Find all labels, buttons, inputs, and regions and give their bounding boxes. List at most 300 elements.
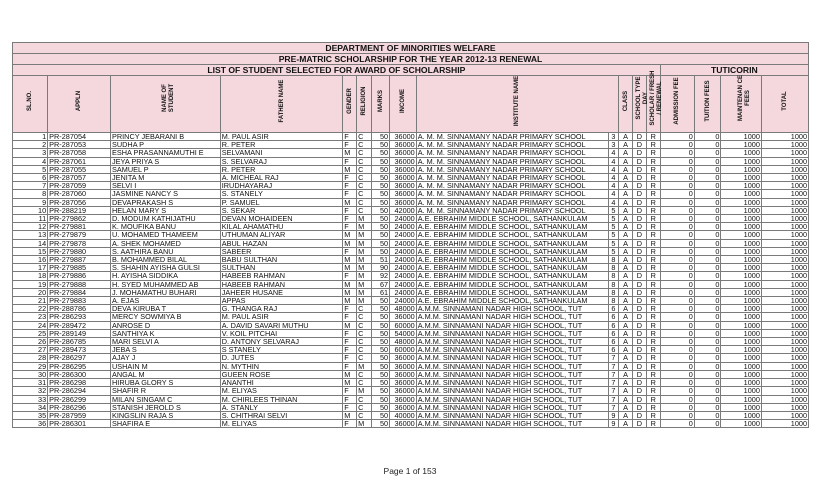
table-cell: 16 [13,256,48,264]
table-cell: A.M.M. SINNAMANI NADAR HIGH SCHOOL, TUT [416,346,608,354]
table-cell: D [633,256,647,264]
table-cell: 1000 [761,247,808,255]
table-cell: 31 [13,379,48,387]
table-cell: PR-286301 [48,420,111,428]
table-cell: A [619,280,633,288]
table-cell: 0 [694,256,721,264]
table-cell: D [633,288,647,296]
table-cell: R [646,157,660,165]
table-cell: 50 [372,411,390,419]
table-cell: 7 [608,379,619,387]
table-cell: 12 [13,223,48,231]
table-cell: 50 [372,182,390,190]
table-cell: 50 [372,165,390,173]
table-cell: 4 [608,190,619,198]
table-cell: H. AYISHA SIDDIKA [111,272,221,280]
table-cell: M [357,297,372,305]
scholarship-sheet [12,42,809,428]
table-cell: A [619,182,633,190]
table-cell: M [343,280,357,288]
table-cell: 24000 [390,247,417,255]
table-cell: PR-289472 [48,321,111,329]
table-cell: M. CHIRLEES THINAN [220,395,343,403]
table-cell: ANGAL M [111,370,221,378]
table-cell: A.E. EBRAHIM MIDDLE SCHOOL, SATHANKULAM [416,223,608,231]
table-cell: 1000 [761,411,808,419]
table-cell: 50 [372,321,390,329]
table-cell: 1000 [761,313,808,321]
table-cell: A [619,149,633,157]
table-cell: 1000 [761,329,808,337]
table-cell: M [357,288,372,296]
table-cell: R [646,141,660,149]
table-cell: A.M.M. SINNAMANI NADAR HIGH SCHOOL, TUT [416,305,608,313]
table-cell: R [646,354,660,362]
table-cell: 11 [13,215,48,223]
table-cell: 50 [372,206,390,214]
table-cell: 0 [660,198,694,206]
table-cell: 32 [13,387,48,395]
table-cell: SABEER [220,247,343,255]
table-cell: 0 [694,420,721,428]
title-scheme: PRE-MATRIC SCHOLARSHIP FOR THE YEAR 2012-13 RENEWAL [13,54,809,65]
table-cell: R. PETER [220,165,343,173]
header-student-name: NAME OF STUDENT [111,76,221,133]
table-cell: S. AATHIRA BANU [111,247,221,255]
table-cell: 0 [694,133,721,141]
table-cell: 7 [608,354,619,362]
table-cell: 1000 [721,239,761,247]
table-cell: D [633,420,647,428]
table-cell: 1000 [721,198,761,206]
table-cell: 8 [608,264,619,272]
table-cell: F [343,338,357,346]
table-cell: M. PAUL ASIR [220,133,343,141]
table-cell: 0 [660,403,694,411]
table-cell: F [343,420,357,428]
table-cell: A. EJAS [111,297,221,305]
table-cell: A. M. M. SINNAMANY NADAR PRIMARY SCHOOL [416,190,608,198]
table-cell: 1000 [721,305,761,313]
table-cell: D [633,165,647,173]
table-cell: 0 [660,223,694,231]
table-cell: 50 [372,239,390,247]
table-cell: D [633,329,647,337]
table-cell: 0 [694,379,721,387]
table-cell: 36 [13,420,48,428]
table-cell: 50 [372,346,390,354]
table-cell: 1000 [721,264,761,272]
table-cell: 0 [694,157,721,165]
table-cell: 19 [13,280,48,288]
table-cell: A.E. EBRAHIM MIDDLE SCHOOL, SATHANKULAM [416,297,608,305]
table-cell: 0 [694,231,721,239]
title-list: LIST OF STUDENT SELECTED FOR AWARD OF SCHOLARSHIP [13,65,661,76]
table-cell: 0 [660,288,694,296]
table-cell: PR-279885 [48,264,111,272]
table-cell: A.E. EBRAHIM MIDDLE SCHOOL, SATHANKULAM [416,256,608,264]
table-cell: 5 [608,215,619,223]
table-cell: PR-287054 [48,133,111,141]
table-cell: 36000 [390,157,417,165]
table-cell: 60000 [390,321,417,329]
table-cell: A [619,338,633,346]
table-cell: 1000 [721,182,761,190]
table-cell: SELVAMANI [220,149,343,157]
header-marks: MARKS [372,76,390,133]
table-cell: UTHUMAN ALIYAR [220,231,343,239]
table-cell: 1000 [721,395,761,403]
table-cell: 1000 [761,370,808,378]
table-cell: C [357,395,372,403]
table-cell: 24000 [390,215,417,223]
table-cell: D [633,379,647,387]
table-cell: 50 [372,305,390,313]
table-cell: 50 [372,133,390,141]
table-cell: R [646,133,660,141]
table-cell: PR-286295 [48,362,111,370]
table-cell: 0 [694,165,721,173]
table-cell: 36000 [390,387,417,395]
table-cell: R [646,256,660,264]
table-cell: A. DAVID SAVARI MUTHU [220,321,343,329]
table-cell: 0 [694,206,721,214]
table-cell: 50 [372,403,390,411]
table-cell: AJAY J [111,354,221,362]
table-cell: 50 [372,215,390,223]
table-cell: 50 [372,198,390,206]
table-cell: M. PAUL ASIR [220,313,343,321]
table-cell: 1000 [761,354,808,362]
table-cell: U. MOHAMED THAMEEM [111,231,221,239]
table-cell: F [343,329,357,337]
table-cell: 0 [694,387,721,395]
table-cell: S. SEKAR [220,206,343,214]
table-cell: A [619,354,633,362]
table-cell: PR-279880 [48,247,111,255]
table-cell: 0 [694,362,721,370]
table-cell: M [343,149,357,157]
table-cell: A [619,272,633,280]
header-religion: RELIGION [357,76,372,133]
table-cell: PR-288219 [48,206,111,214]
table-cell: IRUDHAYARAJ [220,182,343,190]
table-cell: JEBA S [111,346,221,354]
table-cell: M. ELIYAS [220,387,343,395]
table-cell: 1000 [721,256,761,264]
table-cell: 1000 [721,141,761,149]
table-cell: 24000 [390,256,417,264]
table-cell: A.E. EBRAHIM MIDDLE SCHOOL, SATHANKULAM [416,247,608,255]
table-cell: 3 [608,133,619,141]
table-cell: 40000 [390,411,417,419]
table-cell: 13 [13,231,48,239]
table-cell: 0 [694,297,721,305]
table-cell: R [646,329,660,337]
table-cell: R [646,149,660,157]
table-cell: PR-289149 [48,329,111,337]
table-cell: 22 [13,305,48,313]
header-class: CLASS [619,76,633,133]
table-cell: 0 [660,190,694,198]
table-cell: A. STANLY [220,403,343,411]
table-cell: 1000 [721,288,761,296]
table-cell: 0 [694,223,721,231]
table-cell: A [619,133,633,141]
header-income: INCOME [390,76,417,133]
table-cell: D [633,149,647,157]
table-cell: MILAN SINGAM C [111,395,221,403]
table-cell: D [633,174,647,182]
table-cell: 1000 [721,403,761,411]
table-cell: 5 [608,206,619,214]
table-cell: A.M.M. SINNAMANI NADAR HIGH SCHOOL, TUT [416,411,608,419]
table-cell: D [633,354,647,362]
table-cell: 1000 [721,370,761,378]
table-cell: APPAS [220,297,343,305]
table-cell: PR-287060 [48,190,111,198]
table-cell: PR-288786 [48,305,111,313]
table-cell: 50 [372,338,390,346]
table-cell: USHAIN M [111,362,221,370]
table-cell: 6 [608,305,619,313]
table-row [13,420,809,428]
table-cell: M [343,239,357,247]
table-cell: D [633,362,647,370]
table-cell: C [357,198,372,206]
table-cell: STANISH JEROLD S [111,403,221,411]
table-cell: F [343,141,357,149]
table-cell: 36000 [390,379,417,387]
table-cell: 1000 [721,190,761,198]
table-cell: H. SYED MUHAMMED AB [111,280,221,288]
table-cell: F [343,403,357,411]
table-cell: 90 [372,264,390,272]
table-cell: 1000 [761,239,808,247]
table-cell: JASMINE NANCY S [111,190,221,198]
table-cell: 1000 [761,264,808,272]
table-cell: F [343,157,357,165]
table-cell: R [646,165,660,173]
table-cell: 1000 [721,165,761,173]
table-cell: 30 [13,370,48,378]
table-cell: 36000 [390,395,417,403]
table-cell: 5 [608,223,619,231]
table-cell: 1000 [721,362,761,370]
table-cell: A. M. M. SINNAMANY NADAR PRIMARY SCHOOL [416,141,608,149]
table-cell: J. MOHAMATHU BUHARI [111,288,221,296]
table-cell: 33 [13,395,48,403]
table-cell: 0 [660,395,694,403]
table-cell: R [646,370,660,378]
table-cell: JEYA PRIYA S [111,157,221,165]
table-cell: A. M. M. SINNAMANY NADAR PRIMARY SCHOOL [416,206,608,214]
table-cell: D [633,198,647,206]
table-cell: D [633,206,647,214]
table-cell: 1000 [761,133,808,141]
table-cell: F [343,174,357,182]
header-gender: GENDER [343,76,357,133]
table-cell: 1000 [761,379,808,387]
table-cell: A [619,346,633,354]
table-cell: A [619,411,633,419]
table-cell: 50 [372,231,390,239]
table-cell: 0 [660,346,694,354]
table-cell: A [619,231,633,239]
table-cell: D [633,280,647,288]
table-cell: F [343,223,357,231]
table-cell: PR-279878 [48,239,111,247]
table-cell: F [343,133,357,141]
table-cell: 50 [372,223,390,231]
table-cell: A [619,395,633,403]
table-cell: R [646,223,660,231]
table-cell: M [343,370,357,378]
table-cell: 24000 [390,239,417,247]
table-cell: D [633,239,647,247]
table-cell: A. M. M. SINNAMANY NADAR PRIMARY SCHOOL [416,165,608,173]
table-cell: 0 [660,387,694,395]
table-cell: R [646,379,660,387]
table-cell: PR-279887 [48,256,111,264]
table-cell: 1000 [761,387,808,395]
table-cell: R [646,321,660,329]
table-cell: R [646,264,660,272]
table-cell: 8 [608,297,619,305]
header-father-name: FATHER NAME [220,76,343,133]
table-cell: 1000 [761,362,808,370]
table-cell: 1000 [721,247,761,255]
table-cell: PR-286298 [48,379,111,387]
table-cell: 36000 [390,313,417,321]
table-cell: A [619,321,633,329]
table-cell: 25 [13,329,48,337]
header-tuition-fees: TUITION FEES [694,76,721,133]
table-cell: A [619,264,633,272]
table-cell: C [357,165,372,173]
table-cell: 20 [13,288,48,296]
table-cell: 50 [372,247,390,255]
table-cell: M [343,264,357,272]
table-cell: SAMUEL P [111,165,221,173]
table-cell: M [357,247,372,255]
table-cell: 9 [13,198,48,206]
table-row [13,387,809,395]
table-cell: 1000 [761,346,808,354]
table-cell: D. JUTES [220,354,343,362]
table-cell: 0 [694,329,721,337]
table-cell: D [633,387,647,395]
table-cell: R [646,297,660,305]
table-cell: K. MOUFIKA BANU [111,223,221,231]
table-cell: R [646,174,660,182]
table-cell: F [343,362,357,370]
table-cell: PR-279883 [48,297,111,305]
table-cell: A [619,288,633,296]
table-cell: ANROSE D [111,321,221,329]
table-cell: 24000 [390,297,417,305]
table-cell: 6 [608,346,619,354]
table-cell: 36000 [390,370,417,378]
table-cell: B. MOHAMMED BILAL [111,256,221,264]
table-cell: PR-287057 [48,174,111,182]
table-cell: A [619,379,633,387]
table-cell: 36000 [390,174,417,182]
table-cell: 7 [13,182,48,190]
table-cell: M [357,362,372,370]
table-cell: KILAL AHAMATHU [220,223,343,231]
table-cell: A. M. M. SINNAMANY NADAR PRIMARY SCHOOL [416,149,608,157]
table-row [13,149,809,157]
table-cell: M [357,223,372,231]
table-cell: 0 [694,174,721,182]
table-cell: 1000 [761,403,808,411]
table-cell: 4 [13,157,48,165]
table-cell: MARI SELVI A [111,338,221,346]
table-cell: A.M.M. SINNAMANI NADAR HIGH SCHOOL, TUT [416,329,608,337]
table-cell: D [633,190,647,198]
table-cell: 4 [608,174,619,182]
table-row [13,190,809,198]
table-cell: 61 [372,288,390,296]
table-cell: 0 [694,338,721,346]
table-cell: S. SHAHIN AYISHA GULSI [111,264,221,272]
table-cell: 50 [372,141,390,149]
table-cell: 7 [608,362,619,370]
table-cell: 48000 [390,338,417,346]
table-cell: S. STANELY [220,190,343,198]
table-cell: 0 [660,149,694,157]
table-cell: A.E. EBRAHIM MIDDLE SCHOOL, SATHANKULAM [416,272,608,280]
table-cell: D [633,182,647,190]
table-cell: R [646,411,660,419]
table-cell: F [343,247,357,255]
table-cell: A [619,215,633,223]
table-cell: DEVAN MOHAIDEEN [220,215,343,223]
table-cell: 1000 [721,297,761,305]
table-cell: 9 [608,411,619,419]
table-cell: 0 [660,321,694,329]
table-cell: 36000 [390,165,417,173]
table-cell: 0 [694,239,721,247]
table-cell: A.M.M. SINNAMANI NADAR HIGH SCHOOL, TUT [416,362,608,370]
table-cell: A.M.M. SINNAMANI NADAR HIGH SCHOOL, TUT [416,313,608,321]
table-cell: 1000 [721,149,761,157]
table-cell: A [619,165,633,173]
table-cell: M [343,379,357,387]
table-cell: D [633,231,647,239]
table-cell: JAHEER HUSANE [220,288,343,296]
table-cell: A.M.M. SINNAMANI NADAR HIGH SCHOOL, TUT [416,395,608,403]
table-cell: 36000 [390,354,417,362]
table-cell: 1000 [761,420,808,428]
header-institute-name: INSTITUTE NAME [416,76,618,133]
table-cell: M [357,387,372,395]
column-header-row [13,76,809,133]
table-cell: SANTHIYA K [111,329,221,337]
header-scholar-fresh-renewal: SCHOLAR / FRESH / RENEWAL [646,76,660,133]
table-cell: 0 [694,149,721,157]
table-cell: S STANELY [220,346,343,354]
table-cell: A.M.M. SINNAMANI NADAR HIGH SCHOOL, TUT [416,379,608,387]
table-cell: 1000 [761,395,808,403]
header-total: TOTAL [761,76,808,133]
table-cell: R [646,198,660,206]
table-cell: 1000 [761,280,808,288]
table-cell: F [343,206,357,214]
table-cell: M [343,288,357,296]
table-cell: JENITA M [111,174,221,182]
